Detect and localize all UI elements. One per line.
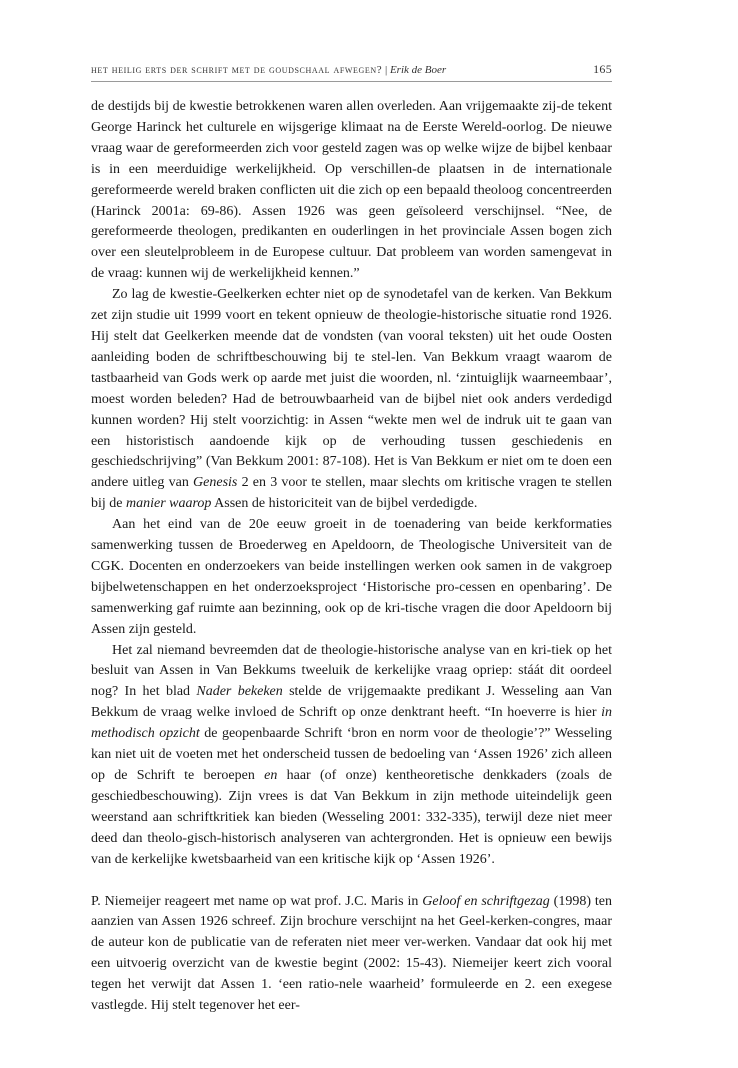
page-number: 165 [593, 62, 612, 76]
paragraph-5 [91, 892, 612, 1017]
body-text [91, 97, 612, 1017]
header-separator: | [385, 64, 388, 76]
paragraph-4-italic-methodisch: in methodisch opzicht [91, 705, 612, 742]
paragraph-4-italic-nader-bekeken: Nader bekeken [196, 684, 283, 700]
paragraph-2-text-1: Zo lag de kwestie-Geelkerken echter niet op de synodetafel van de kerken. Van Bekkum zet zijn studie uit 1999 voort en tekent opnieuw de theologie-historische situatie rond 1926. Hij stelt dat Geelkerken meende dat de vondsten (van vooral teksten) uit het oude Oosten aanleiding boden de schriftbeschouwing bij te stel-len. Van Bekkum vraagt waarom de tastbaarheid van Gods werk op aarde met juist die woorden, nl. ‘zintuiglijk waarneembaar’, moest worden beleden? Had de betrouwbaarheid van de bijbel niet ook anders verdedigd kunnen worden? Hij stelt voorzichtig: in Assen “wekte men wel de indruk uit te gaan van een historistisch aandoende kijk op de verhouding tussen geschiedenis en geschiedschrijving” (Van Bekkum 2001: 87-108). Het is Van Bekkum er niet om te doen een andere uitleg van [91, 287, 612, 491]
header-title: het heilig erts der schrift met de goudschaal afwegen? [91, 64, 383, 76]
paragraph-4-text-1: Het zal niemand bevreemden dat de theologie-historische analyse van en kri-tiek op het besluit van Assen in Van Bekkums tweeluik de kerkelijke vraag opriep: stáát dit oordeel nog? In het blad [91, 642, 612, 700]
paragraph-1: de destijds bij de kwestie betrokkenen waren allen overleden. Aan vrijgemaakte zij-de tekent George Harinck het culturele en wijsgerige klimaat na de Eerste Wereld-oorlog. De nieuwe vraag waar de gereformeerden zich voor gesteld zagen was op welke wijze de bijbel kenbaar is in een meerduidige werkelijkheid. Op verschillen-de plaatsen in de internationale gereformeerde wereld braken conflicten uit die zich op een bepaald theoloog concentreerden (Harinck 2001a: 69-86). Assen 1926 was geen geïsoleerd verschijnsel. “Nee, de gereformeerde theologen, predikanten en ouderlingen in het provinciale Assen bogen zich over een sleutelprobleem in de Europese cultuur. Dat probleem van worden samengevat in de vraag: kunnen wij de werkelijkheid kennen.” [91, 99, 612, 282]
paragraph-2-text-3: Assen de historiciteit van de bijbel verdedigde. [211, 496, 478, 512]
paragraph-2-italic-genesis: Genesis [193, 475, 238, 491]
paragraph-5-text-2: (1998) ten aanzien van Assen 1926 schreef. Zijn brochure verschijnt na het Geel-kerken-congres, maar de auteur kon de publicatie van de referaten niet meer ver-werken. Vandaar dat ook hij met een uitvoerig overzicht van de kwestie begint (2002: 15-43). Niemeijer keert zich vooral tegen het verwijt dat Assen 1. ‘een ratio-nele waarheid’ formuleerde en 2. een exegese vastlegde. Hij stelt tegenover het eer- [91, 893, 613, 1014]
paragraph-2-text-2: 2 en 3 voor te stellen, maar slechts om kritische vragen te stellen bij de [91, 475, 612, 512]
paragraph-4-text-2: stelde de vrijgemaakte predikant J. Wesseling aan Van Bekkum de vraag welke invloed de Schrift op onze denktrant heeft. “In hoeverre is hier [91, 684, 612, 721]
paragraph-2 [91, 285, 612, 515]
header-author: Erik de Boer [389, 64, 447, 76]
paragraph-4-text-4: haar (of onze) kentheoretische denkkaders (zoals de geschiedbeschouwing). Zijn vrees is dat Van Bekkum in zijn methode uiteindelijk geen weerstand aan schriftkritiek kan bieden (Wesseling 2001: 332-335), terwijl deze niet meer deed dan theolo-gisch-historisch analyseren van achtergronden. Het is opnieuw een bewijs van de kerkelijke kwetsbaarheid van een kritische kijk op ‘Assen 1926’. [91, 768, 612, 867]
paragraph-5-italic-geloof: Geloof en schriftgezag [422, 893, 550, 909]
paragraph-5-text-1: P. Niemeijer reageert met name op wat prof. J.C. Maris in [91, 893, 423, 909]
paragraph-4-italic-en: en [264, 768, 278, 783]
running-header [91, 62, 612, 77]
paragraph-2-italic-manier: manier waarop [126, 496, 212, 512]
paragraph-3: Aan het eind van de 20e eeuw groeit in de toenadering van beide kerkformaties samenwerking tussen de Broederweg en Apeldoorn, de Theologische Universiteit van de CGK. Docenten en onderzoekers van beide instellingen werken ook samen in de vakgroep bijbelwetenschappen en het onderzoeksproject ‘Historische pro-cessen en openbaring’. De samenwerking gaf ruimte aan bezinning, ook op de kri-tische vragen die door Apeldoorn bij Assen zijn gesteld. [91, 517, 612, 637]
header-title-group [91, 64, 446, 76]
paragraph-4 [91, 641, 612, 871]
header-rule [91, 81, 612, 82]
paragraph-4-text-3: de geopenbaarde Schrift ‘bron en norm voor de theologie’?” Wesseling kan niet uit de voeten met het onderscheid tussen de bedoeling van ‘Assen 1926’ zich alleen op de Schrift te beroepen [91, 726, 612, 783]
